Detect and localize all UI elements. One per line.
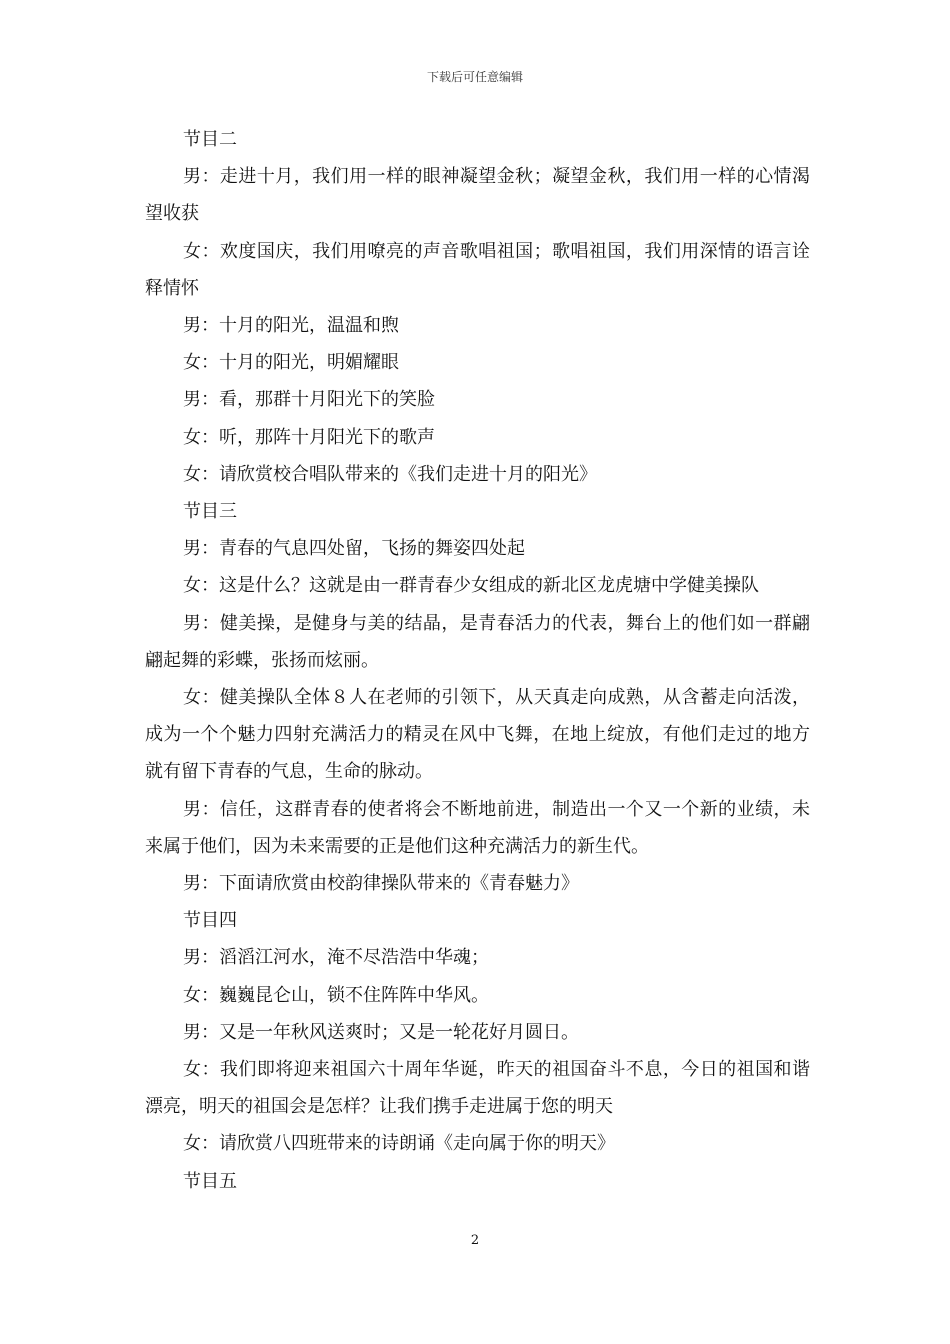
dialogue-line: 男：又是一年秋风送爽时；又是一轮花好月圆日。 (183, 1021, 579, 1043)
dialogue-line: 女：请欣赏八四班带来的诗朗诵《走向属于你的明天》 (183, 1133, 615, 1155)
dialogue-line: 男：青春的气息四处留，飞扬的舞姿四处起 (183, 538, 525, 560)
dialogue-line: 女：听，那阵十月阳光下的歌声 (183, 426, 435, 448)
dialogue-line: 男：看，那群十月阳光下的笑脸 (183, 389, 435, 411)
dialogue-line: 男：信任，这群青春的使者将会不断地前进，制造出一个又一个新的业绩，未来属于他们，因为未来需要的正是他们这种充满活力的新生代。 (145, 798, 810, 857)
dialogue-line: 女：巍巍昆仑山，锁不住阵阵中华风。 (183, 984, 489, 1006)
section-heading-2: 节目二 (183, 129, 237, 150)
dialogue-line: 男：健美操，是健身与美的结晶，是青春活力的代表，舞台上的他们如一群翩翩起舞的彩蝶，张扬而炫丽。 (145, 612, 810, 671)
section-heading-5: 节目五 (183, 1170, 237, 1192)
dialogue-line: 男：滔滔江河水，淹不尽浩浩中华魂； (183, 947, 489, 969)
dialogue-line: 男：走进十月，我们用一样的眼神凝望金秋；凝望金秋，我们用一样的心情渴望收获 (145, 166, 810, 225)
section-heading-3: 节目三 (183, 501, 237, 523)
dialogue-line: 女：请欣赏校合唱队带来的《我们走进十月的阳光》 (183, 463, 597, 485)
dialogue-line: 女：欢度国庆，我们用嘹亮的声音歌唱祖国；歌唱祖国，我们用深情的语言诠释情怀 (145, 240, 810, 299)
section-heading-4: 节目四 (183, 910, 237, 932)
dialogue-line: 男：下面请欣赏由校韵律操队带来的《青春魅力》 (183, 873, 579, 895)
dialogue-line: 女：健美操队全体８人在老师的引领下，从天真走向成熟，从含蓄走向活泼，成为一个个魅力四射充满活力的精灵在风中飞舞，在地上绽放，有他们走过的地方就有留下青春的气息，生命的脉动。 (145, 687, 810, 783)
dialogue-line: 女：我们即将迎来祖国六十周年华诞，昨天的祖国奋斗不息，今日的祖国和谐漂亮，明天的祖国会是怎样？让我们携手走进属于您的明天 (145, 1059, 810, 1118)
document-body (145, 121, 810, 1200)
header-note: 下载后可任意编辑 (426, 70, 523, 84)
dialogue-line: 女：这是什么？这就是由一群青春少女组成的新北区龙虎塘中学健美操队 (183, 575, 759, 597)
dialogue-line: 女：十月的阳光，明媚耀眼 (183, 352, 399, 374)
page-number: 2 (470, 1233, 480, 1248)
dialogue-line: 男：十月的阳光，温温和煦 (183, 315, 399, 337)
